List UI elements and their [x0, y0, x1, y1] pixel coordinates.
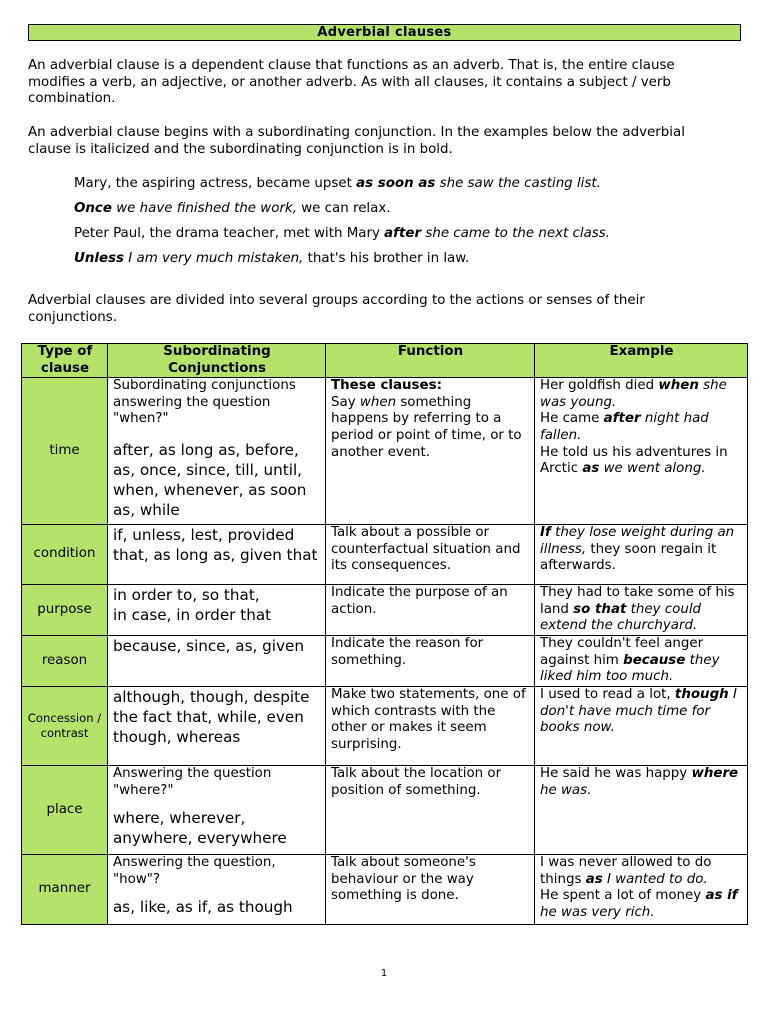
example-cell — [535, 525, 748, 585]
table-row-condition — [22, 525, 748, 585]
conjunctions-cell — [108, 378, 326, 525]
conjunctions-note: Answering the question "where?" — [113, 766, 272, 798]
clause-type: reason — [22, 636, 108, 687]
function-cell: Talk about a possible or counterfactual situation and its consequences. — [326, 525, 535, 585]
intro-paragraph-1: An adverbial clause is a dependent clause that functions as an adverb. That is, the entire clause modifies a verb, an adjective, or another adverb. As with all clauses, it contains a subject / verb combination. — [28, 58, 675, 106]
example-clause: she came to the next class. — [421, 226, 611, 241]
example-clause: she saw the casting list. — [435, 176, 601, 191]
table-row-purpose — [22, 585, 748, 636]
conjunctions-list: where, wherever, anywhere, everywhere — [113, 809, 287, 848]
example-text: that's his brother in law. — [303, 251, 470, 266]
conjunctions-list: in order to, so that, — [113, 586, 260, 605]
conjunctions-list: if, unless, lest, provided that, as long as, given that — [113, 526, 318, 565]
example-cell — [535, 766, 748, 855]
conjunctions-list: as, like, as if, as though — [113, 898, 293, 917]
example-cell — [535, 378, 748, 525]
conjunctions-cell — [108, 636, 326, 687]
function-text: Say — [331, 394, 360, 410]
table-row-reason — [22, 636, 748, 687]
example-conjunction: after — [384, 226, 422, 241]
example-clause: he was very rich. — [540, 904, 655, 920]
conjunctions-cell — [108, 855, 326, 925]
example-text: He spent a lot of money — [540, 888, 706, 904]
conjunctions-cell — [108, 766, 326, 855]
conjunctions-list: because, since, as, given — [113, 637, 304, 656]
example-cell — [535, 687, 748, 766]
clause-type: Concession / contrast — [22, 687, 108, 766]
example-sentence-2 — [74, 201, 391, 217]
function-cell: Talk about someone's behaviour or the way something is done. — [326, 855, 535, 925]
page-number: 1 — [380, 968, 388, 979]
clause-type: purpose — [22, 585, 108, 636]
example-text: Mary, the aspiring actress, became upset — [74, 176, 357, 191]
example-cell — [535, 636, 748, 687]
example-text: They had to take some of his land — [540, 585, 735, 617]
conjunctions-note: Answering the question, "how"? — [113, 855, 276, 887]
function-heading: These clauses: — [331, 378, 442, 394]
example-conjunction: Unless — [74, 251, 125, 266]
groups-paragraph: Adverbial clauses are divided into several groups according to the actions or senses of their conjunctions. — [28, 293, 645, 325]
example-clause: I wanted to do. — [602, 871, 708, 887]
example-clause: she was young. — [540, 378, 727, 410]
conjunctions-note: Subordinating conjunctions answering the question "when?" — [113, 378, 296, 427]
table-row-time — [22, 378, 748, 525]
intro-paragraph-2: An adverbial clause begins with a subordinating conjunction. In the examples below the adverbial clause is italicized and the subordinating conjunction is in bold. — [28, 125, 685, 157]
example-conjunction: If — [540, 525, 551, 541]
conjunctions-cell — [108, 687, 326, 766]
example-sentence-1 — [74, 176, 601, 192]
table-row-place — [22, 766, 748, 855]
header-conjunctions: Subordinating Conjunctions — [108, 344, 326, 378]
table-row-concession — [22, 687, 748, 766]
clause-type: time — [22, 378, 108, 525]
example-conjunction: Once — [74, 201, 112, 216]
example-text: He told us his adventures in Arctic — [540, 444, 728, 477]
example-conjunction: as — [585, 871, 603, 887]
conjunctions-list: although, though, despite the fact that, while, even though, whereas — [113, 688, 310, 747]
clause-type: manner — [22, 855, 108, 925]
example-conjunction: because — [623, 652, 686, 668]
header-example: Example — [535, 344, 748, 378]
conjunctions-list: after, as long as, before, as, once, since, till, until, when, whenever, as soon as, while — [113, 440, 307, 519]
example-clause: I am very much mistaken, — [124, 251, 304, 266]
example-text: He said he was happy — [540, 766, 692, 782]
conjunctions-cell — [108, 525, 326, 585]
example-conjunction: as if — [705, 888, 738, 904]
example-conjunction: as — [582, 461, 600, 477]
header-function: Function — [326, 344, 535, 378]
function-cell: Talk about the location or position of something. — [326, 766, 535, 855]
conjunctions-list: in case, in order that — [113, 606, 272, 625]
example-conjunction: where — [691, 766, 739, 782]
example-clause: they liked him too much. — [540, 652, 720, 685]
example-cell — [535, 855, 748, 925]
example-clause: they could extend the churchyard. — [540, 601, 702, 634]
example-sentence-3 — [74, 226, 610, 242]
example-clause: I don't have much time for books now. — [540, 687, 737, 736]
example-text: we can relax. — [296, 201, 391, 216]
function-cell — [326, 378, 535, 525]
example-text: they soon regain it afterwards. — [540, 541, 717, 574]
example-cell — [535, 585, 748, 636]
example-clause: night had fallen. — [540, 411, 709, 443]
example-text: Peter Paul, the drama teacher, met with Mary — [74, 226, 385, 241]
conjunctions-cell — [108, 585, 326, 636]
example-clause: they lose weight during an illness, — [540, 525, 735, 557]
example-conjunction: so that — [573, 601, 627, 617]
example-clause: we have finished the work, — [111, 201, 297, 216]
example-text: They couldn't feel anger against him — [540, 636, 704, 668]
example-text: I was never allowed to do things — [540, 855, 712, 887]
example-conjunction: as soon as — [356, 176, 436, 191]
example-conjunction: when — [658, 378, 699, 394]
example-text: Her goldfish died — [540, 378, 659, 394]
example-text: He came — [540, 411, 604, 427]
clause-type: place — [22, 766, 108, 855]
function-emphasis: when — [359, 394, 397, 410]
clause-type: condition — [22, 525, 108, 585]
adverbial-clauses-table — [21, 343, 748, 925]
example-clause: he was. — [540, 782, 592, 798]
function-cell: Indicate the reason for something. — [326, 636, 535, 687]
function-cell: Make two statements, one of which contrasts with the other or makes it seem surprising. — [326, 687, 535, 766]
example-conjunction: after — [603, 411, 641, 427]
page-title: Adverbial clauses — [28, 24, 741, 41]
header-type: Type of clause — [22, 344, 108, 378]
example-sentence-4 — [74, 251, 469, 267]
example-conjunction: though — [674, 687, 729, 703]
example-text: I used to read a lot, — [540, 687, 675, 703]
table-row-manner — [22, 855, 748, 925]
function-text: something happens by referring to a period or point of time, or to another event. — [331, 394, 522, 460]
example-clause: we went along. — [599, 461, 706, 477]
function-cell: Indicate the purpose of an action. — [326, 585, 535, 636]
table-header-row — [22, 344, 748, 378]
